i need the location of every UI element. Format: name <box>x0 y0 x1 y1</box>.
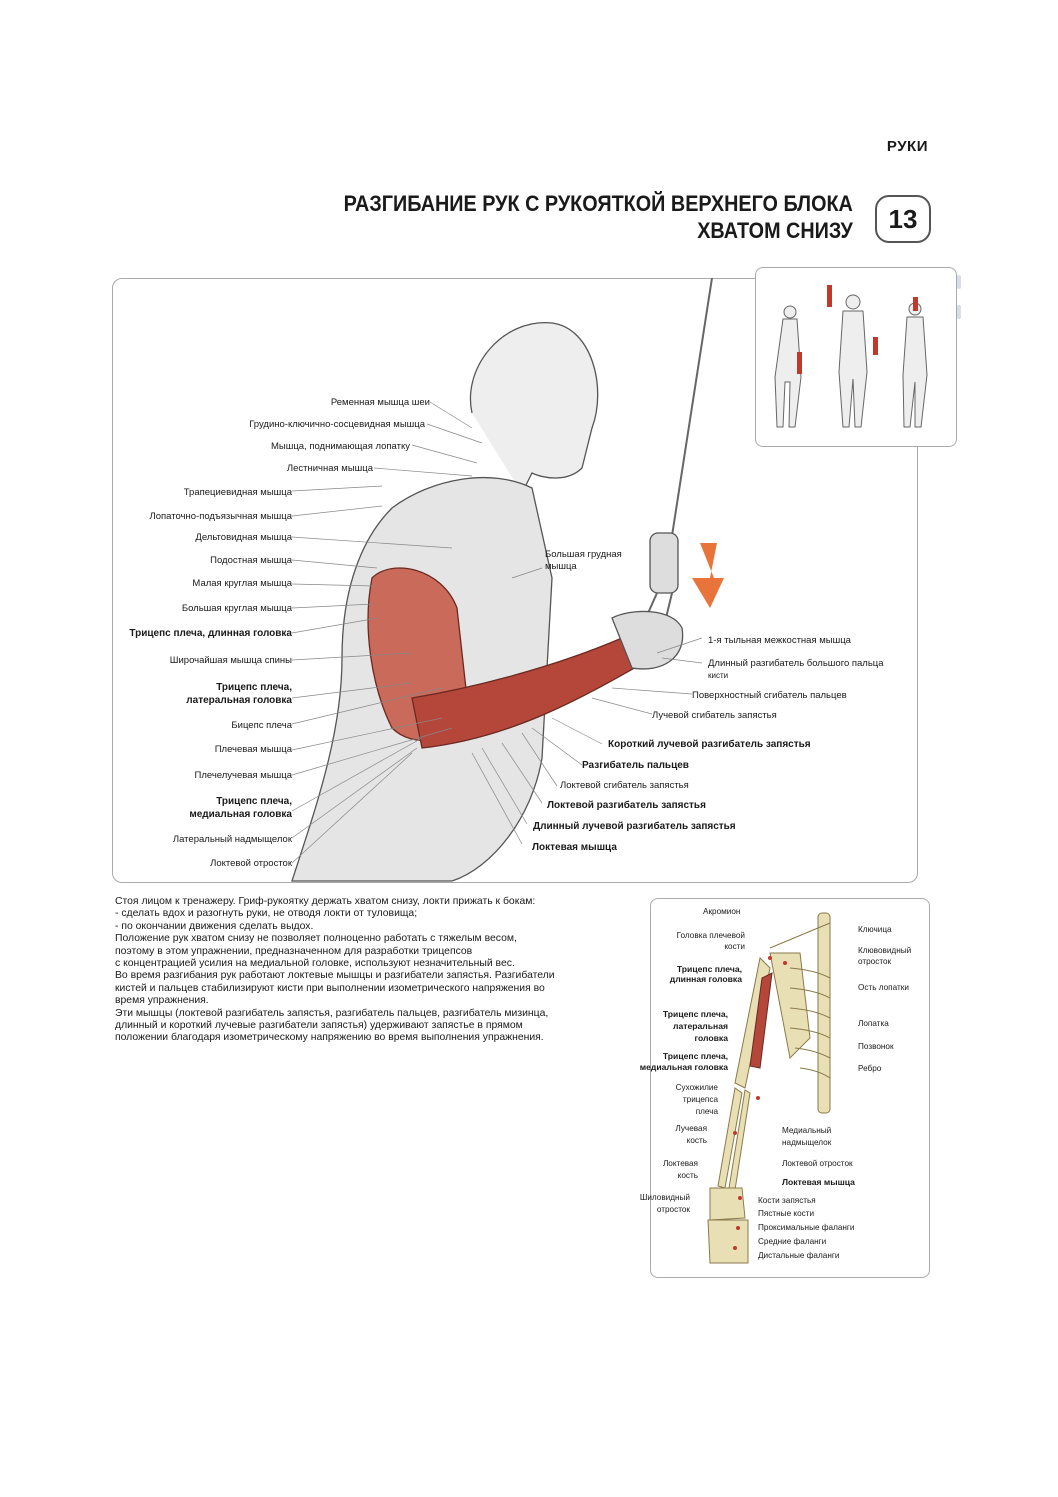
label-extensor-carpi-radialis-brevis: Короткий лучевой разгибатель запястья <box>608 739 811 750</box>
title-line-1: РАЗГИБАНИЕ РУК С РУКОЯТКОЙ ВЕРХНЕГО БЛОКА <box>343 191 853 216</box>
skel-triceps-lateral-3: головка <box>694 1033 728 1043</box>
skel-triceps-long-2: длинная головка <box>669 974 742 984</box>
skel-triceps-lateral-1: Трицепс плеча, <box>662 1009 728 1019</box>
label-triceps-lateral-1: Трицепс плеча, <box>216 682 292 693</box>
skel-medial-epicondyle-1: Медиальный <box>782 1126 832 1135</box>
label-splenius: Ременная мышца шеи <box>330 397 430 408</box>
label-triceps-medial-2: медиальная головка <box>189 809 292 820</box>
skel-triceps-medial-2: медиальная головка <box>639 1062 728 1072</box>
direction-arrow-icon <box>692 543 724 608</box>
skel-metacarpals: Пястные кости <box>758 1209 815 1218</box>
label-omohyoid: Лопаточно-подъязычная мышца <box>149 511 292 522</box>
label-olecranon: Локтевой отросток <box>210 858 292 869</box>
label-deltoid: Дельтовидная мышца <box>195 532 292 543</box>
desc-line: Эти мышцы (локтевой разгибатель запястья, разгибатель пальцев, разгибатель мизинца, <box>115 1007 549 1019</box>
label-extensor-pollicis-1: Длинный разгибатель большого пальца <box>708 658 884 669</box>
skel-radius-2: кость <box>686 1136 707 1145</box>
desc-line: длинный и короткий лучевые разгибатели запястья) удерживают запястье в прямом <box>115 1020 523 1032</box>
label-biceps: Бицепс плеча <box>231 720 292 731</box>
skel-olecranon: Локтевой отросток <box>782 1159 853 1168</box>
skel-humeral-head-2: кости <box>724 942 745 951</box>
desc-line: Положение рук хватом снизу не позволяет полноценно работать с тяжелым весом, <box>115 933 517 945</box>
label-pectoralis-2: мышца <box>545 561 577 572</box>
label-flexor-carpi-radialis: Лучевой сгибатель запястья <box>652 710 777 721</box>
skel-middle-phalanges: Средние фаланги <box>758 1237 827 1246</box>
skel-triceps-tendon-3: плеча <box>695 1107 718 1116</box>
skel-styloid-2: отросток <box>656 1205 690 1214</box>
label-scalene: Лестничная мышца <box>286 463 373 474</box>
skel-radius-1: Лучевая <box>675 1124 707 1133</box>
desc-line: - сделать вдох и разогнуть руки, не отводя локти от туловища; <box>115 908 418 920</box>
skel-humeral-head-1: Головка плечевой <box>676 931 745 940</box>
skel-medial-epicondyle-2: надмыщелок <box>782 1138 832 1147</box>
exercise-number-badge: 13 <box>875 195 931 243</box>
page-title <box>344 190 853 244</box>
label-teres-minor: Малая круглая мышца <box>192 578 292 589</box>
label-flexor-carpi-ulnaris: Локтевой сгибатель запястья <box>560 780 689 791</box>
skel-ulna-1: Локтевая <box>662 1159 698 1168</box>
skel-ulna-2: кость <box>677 1171 698 1180</box>
desc-line: Стоя лицом к тренажеру. Гриф-рукоятку держать хватом снизу, локти прижать к бокам: <box>115 896 536 907</box>
desc-line: время упражнения. <box>115 995 209 1007</box>
thumbnail-figures <box>755 267 955 445</box>
label-triceps-long: Трицепс плеча, длинная головка <box>129 628 292 639</box>
skel-coracoid-1: Клювовидный <box>858 946 912 955</box>
section-title: РУКИ <box>886 138 928 155</box>
label-levator-scapulae: Мышца, поднимающая лопатку <box>270 441 410 452</box>
desc-line: кистей и пальцев стабилизируют кисти при выполнении изометрического напряжения во <box>115 982 545 994</box>
label-dorsal-interosseous: 1-я тыльная межкостная мышца <box>708 635 851 646</box>
label-extensor-digitorum: Разгибатель пальцев <box>582 760 689 771</box>
skel-triceps-long-1: Трицепс плеча, <box>676 964 742 974</box>
skel-triceps-medial-1: Трицепс плеча, <box>662 1051 728 1061</box>
title-line-2: ХВАТОМ СНИЗУ <box>697 218 853 243</box>
label-anconeus: Локтевая мышца <box>532 842 617 853</box>
label-flexor-digitorum: Поверхностный сгибатель пальцев <box>692 690 847 701</box>
label-extensor-carpi-ulnaris: Локтевой разгибатель запястья <box>547 800 706 811</box>
label-triceps-lateral-2: латеральная головка <box>186 695 292 706</box>
label-lateral-epicondyle: Латеральный надмыщелок <box>172 834 292 845</box>
skel-proximal-phalanges: Проксимальные фаланги <box>758 1223 855 1232</box>
desc-line: Во время разгибания рук работают локтевые мышцы и разгибатели запястья. Разгибатели <box>115 970 555 982</box>
label-extensor-pollicis-2: кисти <box>708 671 729 680</box>
skel-scapular-spine: Ость лопатки <box>858 983 909 992</box>
label-triceps-medial-1: Трицепс плеча, <box>216 796 292 807</box>
skel-distal-phalanges: Дистальные фаланги <box>758 1251 840 1260</box>
skel-carpals: Кости запястья <box>758 1196 816 1205</box>
skel-styloid-1: Шиловидный <box>639 1193 690 1202</box>
skel-anconeus: Локтевая мышца <box>782 1177 855 1187</box>
label-latissimus: Широчайшая мышца спины <box>169 655 292 666</box>
skel-clavicle: Ключица <box>858 925 892 934</box>
label-trapezius: Трапециевидная мышца <box>183 487 292 498</box>
label-brachioradialis: Плечелучевая мышца <box>194 770 292 781</box>
page-edge-mark <box>957 305 961 319</box>
label-infraspinatus: Подостная мышца <box>210 555 292 566</box>
skel-coracoid-2: отросток <box>858 957 892 966</box>
skel-triceps-tendon-2: трицепса <box>682 1095 718 1104</box>
exercise-description <box>115 896 635 1045</box>
desc-line: с концентрацией усилия на медиальной головке, используют незначительный вес. <box>115 958 515 970</box>
desc-line: - по окончании движения сделать выдох. <box>115 920 314 932</box>
skel-triceps-lateral-2: латеральная <box>673 1021 728 1031</box>
skel-scapula: Лопатка <box>858 1019 889 1028</box>
label-brachialis: Плечевая мышца <box>214 744 292 755</box>
skel-triceps-tendon-1: Сухожилие <box>675 1083 718 1092</box>
label-extensor-carpi-radialis-longus: Длинный лучевой разгибатель запястья <box>533 821 736 832</box>
skel-rib: Ребро <box>858 1064 882 1073</box>
label-pectoralis-1: Большая грудная <box>545 549 622 560</box>
desc-line: положении благодаря изометрическому напряжению во время выполнения упражнения. <box>115 1032 544 1044</box>
page-edge-mark <box>957 275 961 289</box>
label-sternocleidomastoid: Грудино-ключично-сосцевидная мышца <box>249 419 425 430</box>
desc-line: поэтому в этом упражнении, предназначенном для разработки трицепсов <box>115 945 473 957</box>
skel-vertebra: Позвонок <box>858 1042 894 1051</box>
label-teres-major: Большая круглая мышца <box>181 603 292 614</box>
skel-acromion: Акромион <box>703 907 741 916</box>
